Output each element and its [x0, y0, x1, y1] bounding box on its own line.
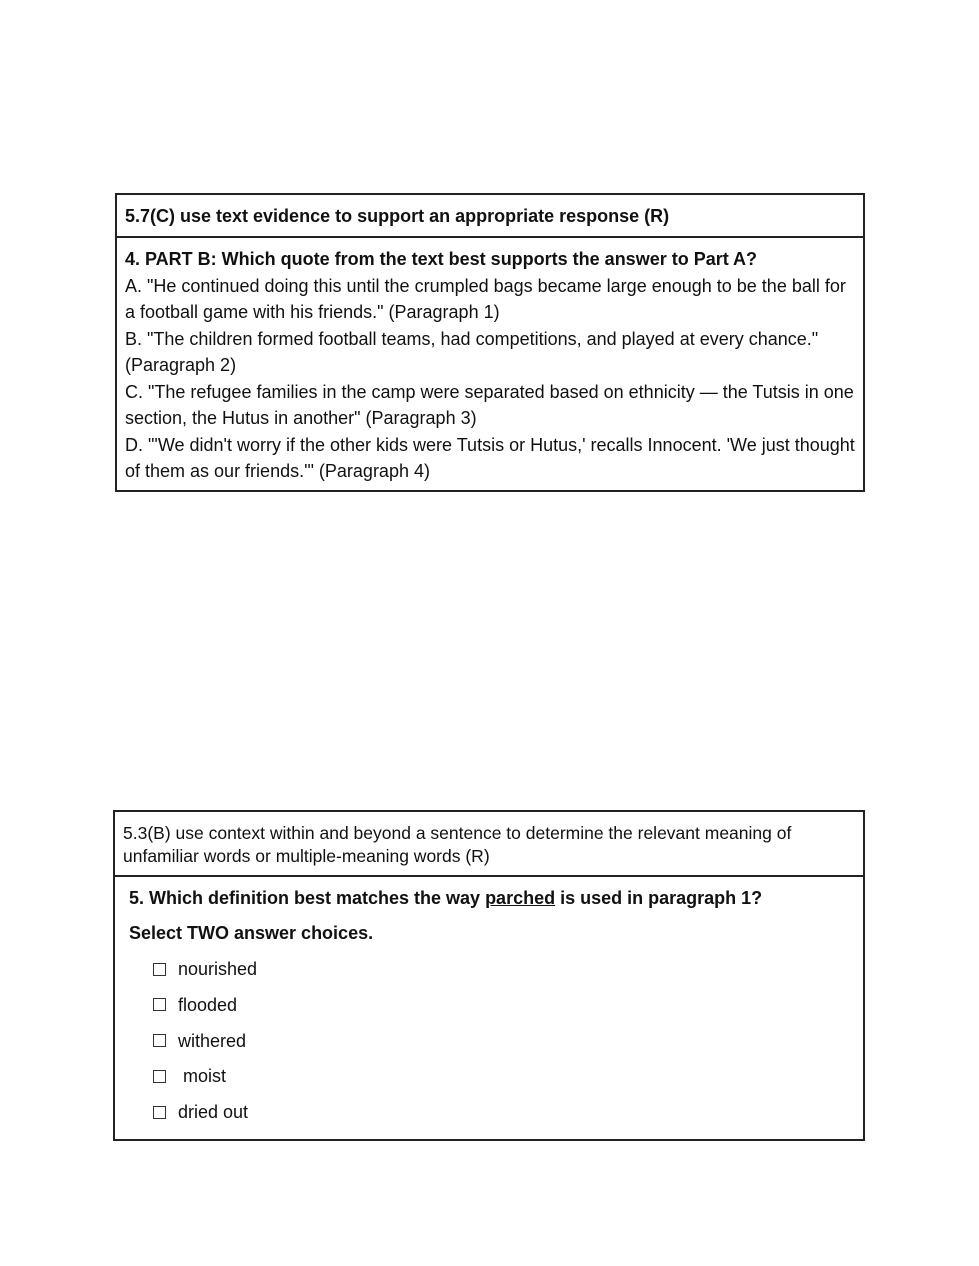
choice-label: dried out: [178, 1102, 249, 1123]
answer-choices: [129, 957, 849, 1124]
question-text-start: 5. Which definition best matches the way: [129, 888, 486, 908]
choice-label: withered: [178, 1030, 247, 1051]
answer-option-d[interactable]: D. "'We didn't worry if the other kids were Tutsis or Hutus,' recalls Innocent. 'We just thought of them as our friends.'" (Paragraph 4): [125, 434, 855, 481]
question-body: [117, 238, 863, 485]
choice-label: nourished: [178, 959, 258, 979]
checkbox-icon[interactable]: [153, 998, 166, 1011]
answer-option-b[interactable]: B. "The children formed football teams, had competitions, and played at every chance." (Paragraph 2): [125, 328, 819, 375]
select-instruction: Select TWO answer choices.: [129, 923, 374, 943]
checkbox-icon[interactable]: [153, 1034, 166, 1047]
checkbox-icon[interactable]: [153, 963, 166, 976]
checkbox-icon[interactable]: [153, 1106, 166, 1119]
answer-option-a[interactable]: A. "He continued doing this until the crumpled bags became large enough to be the ball for a football game with his friends." (Paragraph 1): [125, 275, 846, 322]
choice-label: moist: [178, 1066, 227, 1087]
choice-nourished[interactable]: [153, 957, 849, 981]
choice-flooded[interactable]: [153, 993, 849, 1017]
question-title: 4. PART B: Which quote from the text best supports the answer to Part A?: [125, 249, 758, 269]
question-4-box: [115, 193, 865, 492]
question-title: [129, 886, 849, 910]
standard-header: 5.3(B) use context within and beyond a sentence to determine the relevant meaning of unfamiliar words or multiple-meaning words (R): [115, 812, 863, 877]
question-body: [115, 877, 863, 1124]
choice-label: flooded: [178, 994, 238, 1015]
target-word: parched: [485, 888, 556, 908]
choice-dried-out[interactable]: [153, 1100, 849, 1124]
question-text-end: is used in paragraph 1?: [555, 888, 763, 908]
choice-moist[interactable]: [153, 1064, 849, 1088]
answer-option-c[interactable]: C. "The refugee families in the camp were separated based on ethnicity — the Tutsis in one section, the Hutus in another" (Paragraph 3): [125, 381, 854, 428]
standard-header: 5.7(C) use text evidence to support an appropriate response (R): [117, 195, 863, 238]
checkbox-icon[interactable]: [153, 1070, 166, 1083]
question-5-box: [113, 810, 865, 1141]
choice-withered[interactable]: [153, 1029, 849, 1053]
